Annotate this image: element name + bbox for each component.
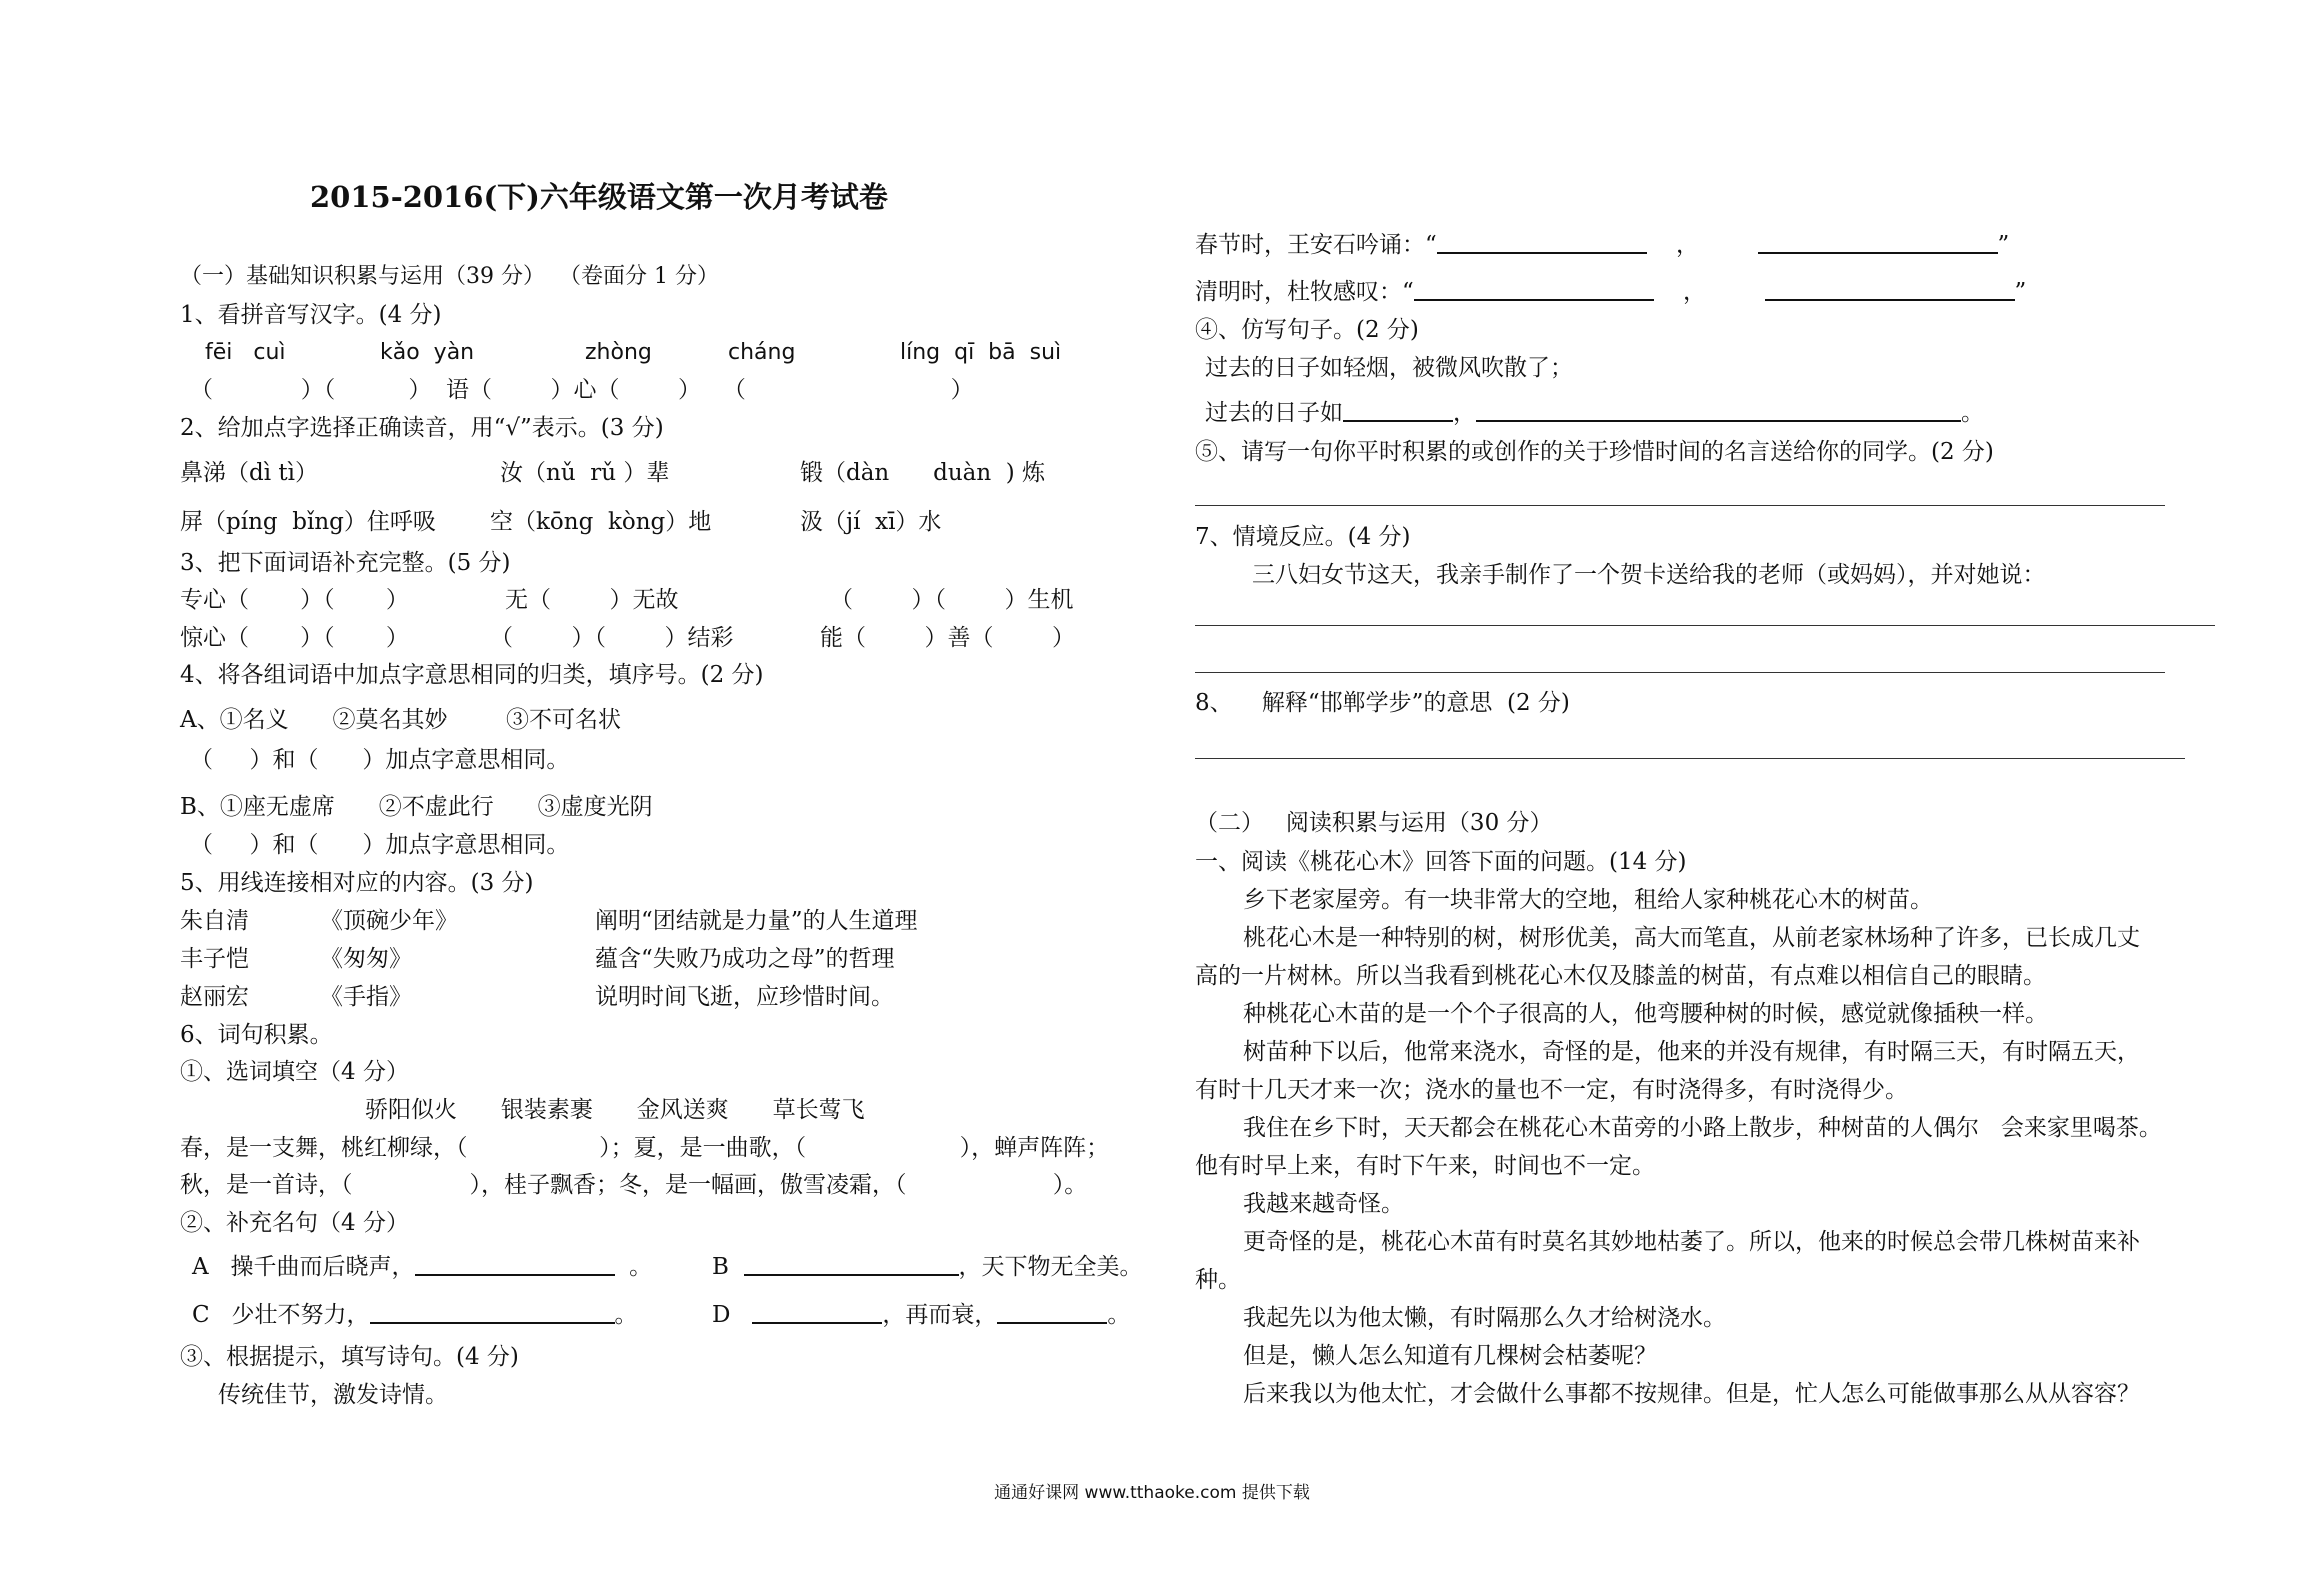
q6-4-end: 。 [1961, 400, 1984, 426]
q3-item-4[interactable]: 惊心（ ）（ ） [180, 625, 409, 651]
q6-sentence-2[interactable]: 秋，是一首诗，（ ），桂子飘香；冬，是一幅画，傲雪凌霜，（ ）。 [180, 1172, 1088, 1198]
q6-quote-d-text: ，再而衰， [882, 1302, 998, 1328]
q3-heading: 3、把下面词语补充完整。(5 分) [180, 550, 511, 576]
q6-4-blank-1[interactable] [1343, 398, 1453, 422]
q2-item-6[interactable]: 汲（jí xī）水 [800, 509, 942, 535]
q6-quote-a-blank[interactable] [415, 1252, 615, 1276]
poem-qingming-prompt: 清明时，杜牧感叹：“ [1195, 279, 1414, 305]
pinyin-1: fēi cuì [205, 340, 286, 365]
q7-answer-line-2[interactable] [1195, 672, 2165, 673]
q6-4-imitate [1205, 398, 1984, 428]
passage-p2-cont: 高的一片树林。所以当我看到桃花心木仅及膝盖的树苗，有点难以相信自己的眼睛。 [1195, 963, 2046, 989]
q6-1-heading: ①、选词填空（4 分） [180, 1059, 409, 1085]
poem-spring-prompt: 春节时，王安石吟诵：“ [1195, 232, 1437, 258]
q6-quote-a-end: 。 [629, 1254, 653, 1280]
q1-answer-blanks[interactable]: （ ）（ ） 语（ ）心（ ） （ ） [190, 377, 974, 403]
pinyin-2: kǎo yàn [380, 340, 475, 365]
q6-quote-d-blank-1[interactable] [752, 1300, 882, 1324]
q6-4-prompt: 过去的日子如 [1205, 400, 1343, 426]
q3-item-3[interactable]: （ ）（ ）生机 [830, 587, 1074, 613]
q5-author-2[interactable]: 丰子恺 [180, 946, 249, 972]
q6-quote-c-end: 。 [614, 1302, 638, 1328]
poem-qingming-line [1195, 277, 2026, 307]
q6-quote-c [192, 1300, 638, 1330]
poem-qingming-comma: ， [1683, 279, 1707, 305]
q5-work-2[interactable]: 《匆匆》 [320, 946, 412, 972]
q6-quote-d-end: 。 [1107, 1302, 1131, 1328]
poem-spring-blank-1[interactable] [1437, 230, 1647, 254]
q6-2-heading: ②、补充名句（4 分） [180, 1210, 409, 1236]
poem-qingming-blank-2[interactable] [1765, 277, 2015, 301]
q3-item-6[interactable]: 能（ ）善（ ） [820, 625, 1075, 651]
q1-heading: 1、看拼音写汉字。(4 分) [180, 302, 442, 328]
q3-item-1[interactable]: 专心（ ）（ ） [180, 587, 409, 613]
q4-group-a: A、①名义 ②莫名其妙 ③不可名状 [180, 707, 621, 733]
q4-group-b: B、①座无虚席 ②不虚此行 ③虚度光阴 [180, 794, 653, 820]
poem-qingming-end: ” [2014, 279, 2027, 305]
pinyin-4: cháng [728, 340, 796, 365]
poem-spring-end: ” [1997, 232, 2010, 258]
q5-meaning-1[interactable]: 阐明“团结就是力量”的人生道理 [595, 908, 918, 934]
q8-answer-line[interactable] [1195, 758, 2185, 759]
q6-sentence-1[interactable]: 春，是一支舞，桃红柳绿，（ ）；夏，是一曲歌，（ ），蝉声阵阵； [180, 1135, 1110, 1161]
passage-p6: 我越来越奇怪。 [1243, 1191, 1404, 1217]
q6-quote-c-blank[interactable] [370, 1300, 615, 1324]
reading-q1-heading: 一、阅读《桃花心木》回答下面的问题。(14 分) [1195, 849, 1687, 875]
q6-quote-b-blank[interactable] [744, 1252, 959, 1276]
q7-answer-line-1[interactable] [1195, 625, 2215, 626]
poem-spring-line [1195, 230, 2009, 260]
page-footer: 通通好课网 www.tthaoke.com 提供下载 [994, 1483, 1310, 1503]
q6-quote-a [192, 1252, 652, 1282]
q2-heading: 2、给加点字选择正确读音，用“√”表示。(3 分) [180, 415, 664, 441]
q2-item-4[interactable]: 屏（píng bǐng）住呼吸 [180, 509, 436, 535]
q6-quote-b [712, 1252, 1143, 1282]
poem-spring-comma: ， [1676, 232, 1700, 258]
passage-p8: 我起先以为他太懒，有时隔那么久才给树浇水。 [1243, 1305, 1726, 1331]
q5-author-1[interactable]: 朱自清 [180, 908, 249, 934]
passage-p9: 但是，懒人怎么知道有几棵树会枯萎呢？ [1243, 1343, 1657, 1369]
q6-quote-d-letter: D [712, 1302, 731, 1328]
q4-heading: 4、将各组词语中加点字意思相同的归类，填序号。(2 分) [180, 662, 764, 688]
q6-5-heading: ⑤、请写一句你平时积累的或创作的关于珍惜时间的名言送给你的同学。(2 分) [1195, 439, 1994, 465]
q6-4-example: 过去的日子如轻烟，被微风吹散了； [1205, 355, 1573, 381]
passage-p10: 后来我以为他太忙，才会做什么事都不按规律。但是，忙人怎么可能做事那么从从容容？ [1243, 1381, 2140, 1407]
poem-spring-blank-2[interactable] [1758, 230, 1998, 254]
q6-4-heading: ④、仿写句子。(2 分) [1195, 317, 1419, 343]
passage-p7: 更奇怪的是，桃花心木苗有时莫名其妙地枯萎了。所以，他来的时候总会带几株树苗来补 [1243, 1229, 2140, 1255]
page-title: 2015-2016(下)六年级语文第一次月考试卷 [310, 180, 888, 214]
q2-item-3[interactable]: 锻（dàn duàn ) 炼 [800, 460, 1046, 486]
poem-qingming-blank-1[interactable] [1414, 277, 1654, 301]
q2-item-1[interactable]: 鼻涕（dì tì） [180, 460, 318, 486]
q5-work-1[interactable]: 《顶碗少年》 [320, 908, 458, 934]
passage-p4-cont: 有时十几天才来一次；浇水的量也不一定，有时浇得多，有时浇得少。 [1195, 1077, 1908, 1103]
q6-quote-d-blank-2[interactable] [997, 1300, 1107, 1324]
q5-heading: 5、用线连接相对应的内容。(3 分) [180, 870, 534, 896]
q2-item-2[interactable]: 汝（nǔ rǔ ）辈 [500, 460, 670, 486]
passage-p1: 乡下老家屋旁。有一块非常大的空地，租给人家种桃花心木的树苗。 [1243, 887, 1933, 913]
q5-meaning-2[interactable]: 蕴含“失败乃成功之母”的哲理 [595, 946, 895, 972]
q6-3-heading: ③、根据提示，填写诗句。(4 分) [180, 1344, 519, 1370]
q6-quote-c-text: C 少壮不努力， [192, 1302, 370, 1328]
q6-heading: 6、词句积累。 [180, 1022, 333, 1048]
q5-author-3[interactable]: 赵丽宏 [180, 984, 249, 1010]
q6-quote-d [712, 1300, 1130, 1330]
q8-heading: 8、 解释“邯郸学步”的意思 (2 分) [1195, 690, 1570, 716]
q6-5-answer-line[interactable] [1195, 505, 2165, 506]
pinyin-5: líng qī bā suì [900, 340, 1062, 365]
section1-heading: （一）基础知识积累与运用（39 分） （卷面分 1 分） [180, 264, 719, 289]
passage-p4: 树苗种下以后，他常来浇水，奇怪的是，他来的并没有规律，有时隔三天，有时隔五天， [1243, 1039, 2140, 1065]
q7-heading: 7、情境反应。(4 分) [1195, 524, 1411, 550]
pinyin-3: zhòng [585, 340, 652, 365]
q4-group-a-answer[interactable]: （ ）和（ ）加点字意思相同。 [190, 747, 570, 773]
passage-p7-cont: 种。 [1195, 1267, 1241, 1293]
passage-p5-cont: 他有时早上来，有时下午来，时间也不一定。 [1195, 1153, 1655, 1179]
section2-heading: （二） 阅读积累与运用（30 分） [1195, 810, 1553, 836]
q4-group-b-answer[interactable]: （ ）和（ ）加点字意思相同。 [190, 832, 570, 858]
q6-3-hint: 传统佳节，激发诗情。 [218, 1382, 448, 1408]
q3-item-2[interactable]: 无（ ）无故 [505, 587, 679, 613]
q6-quote-a-text: A 操千曲而后晓声， [192, 1254, 415, 1280]
q6-4-comma: ， [1453, 400, 1476, 426]
q6-word-bank: 骄阳似火 银装素裹 金风送爽 草长莺飞 [365, 1097, 865, 1123]
q6-quote-b-letter: B [712, 1254, 729, 1280]
q5-work-3[interactable]: 《手指》 [320, 984, 412, 1010]
passage-p5: 我住在乡下时，天天都会在桃花心木苗旁的小路上散步，种树苗的人偶尔 会来家里喝茶。 [1243, 1115, 2162, 1141]
passage-p3: 种桃花心木苗的是一个个子很高的人，他弯腰种树的时候，感觉就像插秧一样。 [1243, 1001, 2048, 1027]
q5-meaning-3[interactable]: 说明时间飞逝，应珍惜时间。 [595, 984, 894, 1010]
q6-4-blank-2[interactable] [1476, 398, 1961, 422]
q3-item-5[interactable]: （ ）（ ）结彩 [490, 625, 734, 651]
q2-item-5[interactable]: 空（kōng kòng）地 [490, 509, 712, 535]
q7-prompt: 三八妇女节这天，我亲手制作了一个贺卡送给我的老师（或妈妈），并对她说： [1252, 562, 2046, 588]
passage-p2: 桃花心木是一种特别的树，树形优美，高大而笔直，从前老家林场种了许多，已长成几丈 [1243, 925, 2140, 951]
q6-quote-b-text: ，天下物无全美。 [958, 1254, 1143, 1280]
